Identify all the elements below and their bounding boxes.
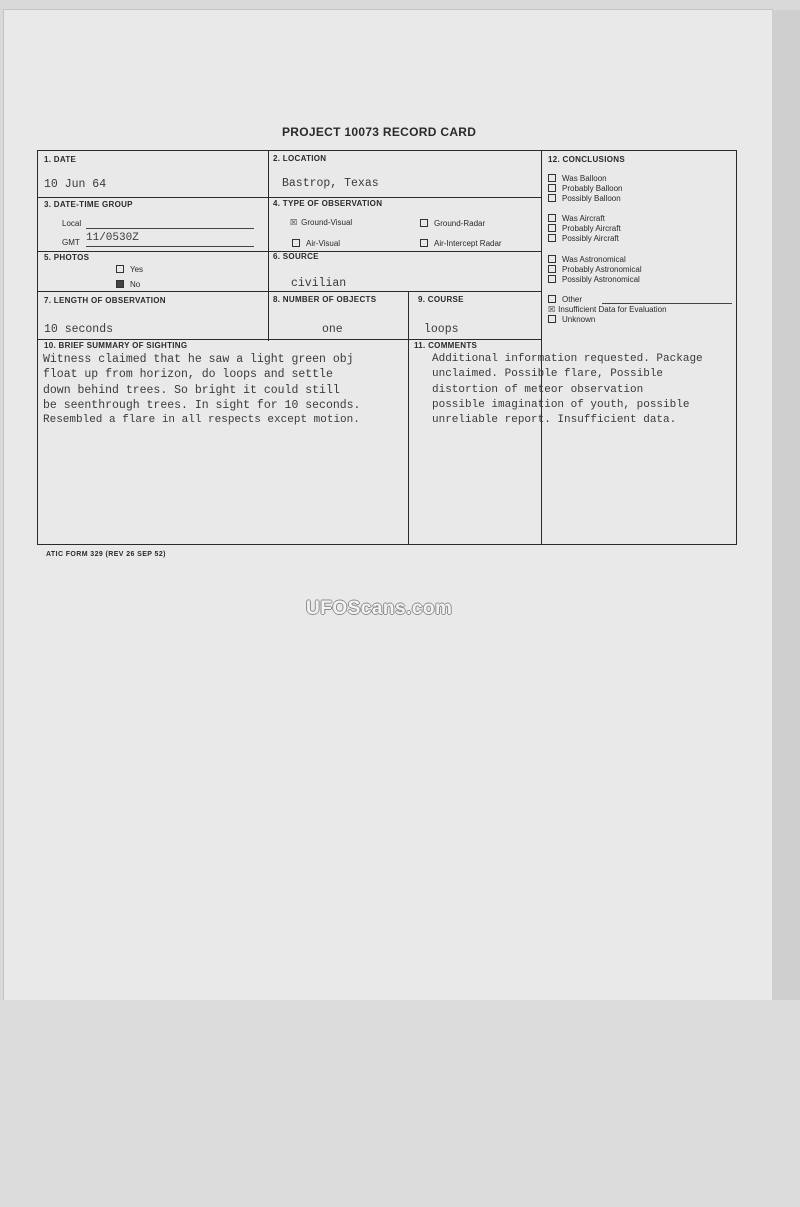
photos-label: 5. PHOTOS [44, 253, 90, 262]
course-value: loops [424, 323, 459, 336]
checkbox-icon [548, 174, 556, 182]
date-value: 10 Jun 64 [44, 178, 107, 191]
objects-label: 8. NUMBER OF OBJECTS [273, 295, 377, 304]
checkbox-icon [548, 315, 556, 323]
conclusion-possibly-astronomical: Possibly Astronomical [548, 275, 640, 284]
checkbox-icon [292, 239, 300, 247]
conclusion-was-aircraft: Was Aircraft [548, 214, 605, 223]
comments-label: 11. COMMENTS [414, 341, 478, 350]
air-visual-option: Air-Visual [292, 239, 340, 248]
checkbox-icon [548, 184, 556, 192]
conclusion-probably-balloon: Probably Balloon [548, 184, 622, 193]
checkbox-icon [548, 214, 556, 222]
conclusion-probably-aircraft: Probably Aircraft [548, 224, 621, 233]
conclusions-label: 12. CONCLUSIONS [548, 155, 625, 164]
checkbox-icon [420, 219, 428, 227]
local-time-label: Local [62, 219, 82, 228]
checkbox-icon [548, 295, 556, 303]
comments-line: distortion of meteor observation [432, 384, 644, 396]
watermark-logo: UFOScans.com [306, 598, 453, 619]
conclusion-possibly-balloon: Possibly Balloon [548, 194, 621, 203]
checkbox-icon [116, 265, 124, 273]
summary-label: 10. BRIEF SUMMARY OF SIGHTING [44, 341, 188, 350]
comments-line: unclaimed. Possible flare, Possible [432, 368, 664, 380]
conclusion-other: Other [548, 295, 582, 304]
comments-line: possible imagination of youth, possible [432, 399, 690, 411]
checkbox-icon [548, 275, 556, 283]
comments-line: unreliable report. Insufficient data. [432, 414, 677, 426]
length-label: 7. LENGTH OF OBSERVATION [44, 296, 166, 305]
ground-visual-checked-icon: ☒ [290, 218, 298, 227]
summary-line: down behind trees. So bright it could still [43, 384, 340, 397]
course-label: 9. COURSE [418, 295, 464, 304]
conclusion-possibly-aircraft: Possibly Aircraft [548, 234, 619, 243]
summary-line: Resembled a flare in all respects except motion. [43, 414, 360, 426]
checkbox-icon [548, 234, 556, 242]
checkbox-icon [420, 239, 428, 247]
conclusion-insufficient-data: ☒ Insufficient Data for Evaluation [548, 305, 667, 314]
summary-line: be seenthrough trees. In sight for 10 seconds. [43, 399, 361, 412]
ground-visual-option: ☒ Ground-Visual [290, 218, 353, 227]
gmt-label: GMT [62, 238, 80, 247]
form-id: ATIC FORM 329 (REV 26 SEP 52) [46, 551, 166, 558]
datetime-group-label: 3. DATE-TIME GROUP [44, 200, 133, 209]
checked-box-icon: ☒ [548, 305, 556, 314]
checkbox-icon [548, 224, 556, 232]
conclusion-was-balloon: Was Balloon [548, 174, 607, 183]
comments-line: Additional information requested. Package [432, 353, 703, 365]
photos-yes-option: Yes [116, 265, 143, 274]
location-value: Bastrop, Texas [282, 177, 379, 190]
checkbox-icon [548, 255, 556, 263]
location-label: 2. LOCATION [273, 154, 327, 163]
ground-radar-option: Ground-Radar [420, 219, 485, 228]
gmt-value: 11/0530Z [86, 232, 139, 244]
sheet-edge-shadow [772, 10, 800, 1000]
source-label: 6. SOURCE [273, 252, 319, 261]
card-title: PROJECT 10073 RECORD CARD [282, 125, 477, 139]
checkbox-icon [548, 194, 556, 202]
summary-line: float up from horizon, do loops and settle [43, 368, 333, 381]
checkbox-icon [548, 265, 556, 273]
length-value: 10 seconds [44, 323, 114, 336]
conclusion-was-astronomical: Was Astronomical [548, 255, 626, 264]
conclusion-probably-astronomical: Probably Astronomical [548, 265, 642, 274]
checkbox-icon [116, 280, 124, 288]
air-intercept-radar-option: Air-Intercept Radar [420, 239, 502, 248]
photos-no-option: No [116, 280, 140, 289]
conclusion-unknown: Unknown [548, 315, 595, 324]
source-value: civilian [291, 277, 347, 290]
background-band [0, 1000, 800, 1207]
objects-value: one [322, 323, 343, 336]
summary-line: Witness claimed that he saw a light green obj [43, 353, 354, 366]
date-label: 1. DATE [44, 155, 77, 164]
observation-type-label: 4. TYPE OF OBSERVATION [273, 199, 383, 208]
